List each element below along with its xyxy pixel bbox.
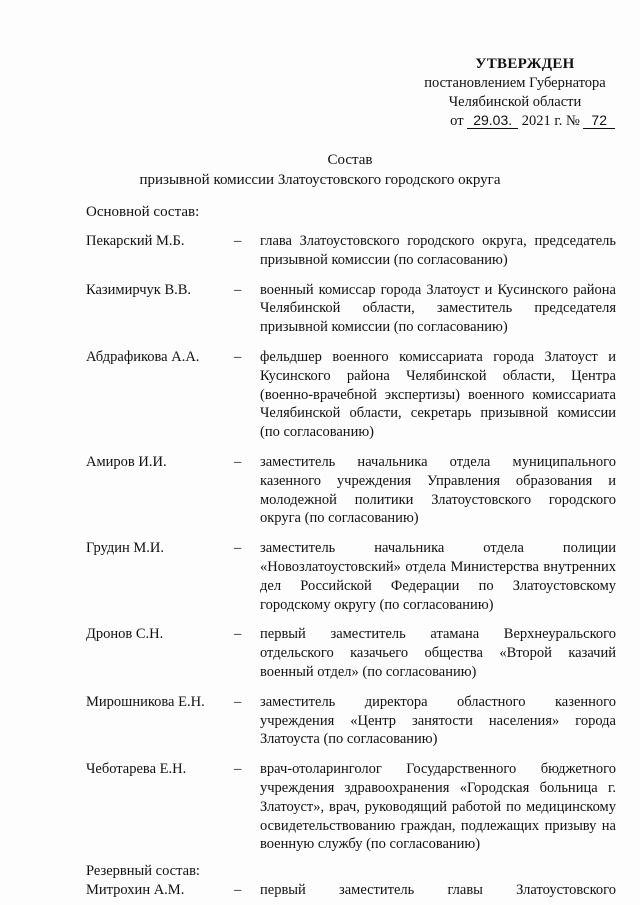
- date-prefix: от: [450, 113, 464, 129]
- member-dash: –: [234, 348, 242, 365]
- title-line-2: призывной комиссии Златоустовского городского округа: [139, 172, 501, 188]
- member-dash: –: [234, 761, 242, 778]
- member-dash: –: [234, 233, 242, 249]
- member-row: [86, 881, 616, 900]
- member-dash: –: [234, 626, 242, 643]
- member-role: первый заместитель атамана Верхнеуральского отдельского казачьего общества «Второй казачий военный отдел» (по согласованию): [260, 626, 616, 680]
- member-dash: –: [234, 881, 242, 898]
- member-name: Казимирчук В.В.: [86, 281, 192, 298]
- members-list: [86, 232, 616, 900]
- member-row: [86, 232, 616, 270]
- date-value: 29.03.: [467, 112, 518, 129]
- member-role: глава Златоустовского городского округа, председатель призывной комиссии (по согласованию): [260, 233, 616, 268]
- decree-number: 72: [583, 112, 615, 129]
- member-role: врач-отоларинголог Государственного бюджетного учреждения здравоохранения «Городская больница г. Златоуст», врач, руководящий работой по медицинскому освидетельствованию граждан, подлежащих призыву на военную службу (по согласованию): [260, 761, 616, 853]
- member-name: Митрохин А.М.: [86, 881, 185, 898]
- member-role: первый заместитель главы Златоустовского: [260, 881, 616, 898]
- approval-stamp: [395, 55, 615, 131]
- approval-line-1: постановлением Губернатора: [424, 75, 606, 91]
- member-role: заместитель директора областного казенного учреждения «Центр занятости населения» города Златоуста (по согласованию): [260, 693, 616, 748]
- member-name: Чеботарева Е.Н.: [86, 761, 187, 778]
- year-text: 2021 г. №: [521, 113, 580, 129]
- member-row: [86, 693, 616, 749]
- member-name: Грудин М.И.: [86, 540, 165, 557]
- approval-heading: УТВЕРЖДЕН: [475, 56, 575, 72]
- member-row: [86, 760, 616, 854]
- member-role: военный комиссар города Златоуст и Кусинского района Челябинской области, заместитель председателя призывной комиссии (по согласованию): [260, 281, 616, 336]
- member-name: Абдрафикова А.А.: [86, 348, 200, 365]
- member-dash: –: [234, 453, 242, 470]
- member-row: [86, 453, 616, 528]
- member-dash: –: [234, 693, 242, 710]
- document-title: [0, 150, 640, 190]
- approval-date-line: [395, 112, 615, 131]
- main-section-label: Основной состав:: [86, 204, 200, 220]
- member-name: Дронов С.Н.: [86, 626, 164, 643]
- member-role: заместитель начальника отдела полиции «Новозлатоустовский» отдела Министерства внутренних дел Российской Федерации по Златоустовскому городскому округу (по согласованию): [260, 540, 616, 613]
- title-line-1: Состав: [327, 152, 373, 168]
- member-role: заместитель начальника отдела муниципального казенного учреждения Управления образования и молодежной политики Златоустовского городского округа (по согласованию): [260, 453, 616, 527]
- member-role: фельдшер военного комиссариата города Златоуст и Кусинского района Челябинской области, Центра (военно-врачебной экспертизы) военного комиссариата Челябинской области, секретарь призывной комиссии (по согласованию): [260, 348, 616, 441]
- member-row: [86, 348, 616, 442]
- member-row: [86, 539, 616, 614]
- member-name: Мирошникова Е.Н.: [86, 693, 205, 710]
- member-row: [86, 625, 616, 681]
- member-dash: –: [234, 281, 242, 298]
- approval-line-2: Челябинской области: [448, 94, 582, 110]
- member-dash: –: [234, 540, 242, 557]
- member-name: Амиров И.И.: [86, 453, 167, 470]
- member-name: Пекарский М.Б.: [86, 233, 185, 249]
- reserve-section-label: Резервный состав:: [86, 863, 200, 880]
- reserve-section-row: [86, 862, 616, 881]
- member-row: [86, 281, 616, 337]
